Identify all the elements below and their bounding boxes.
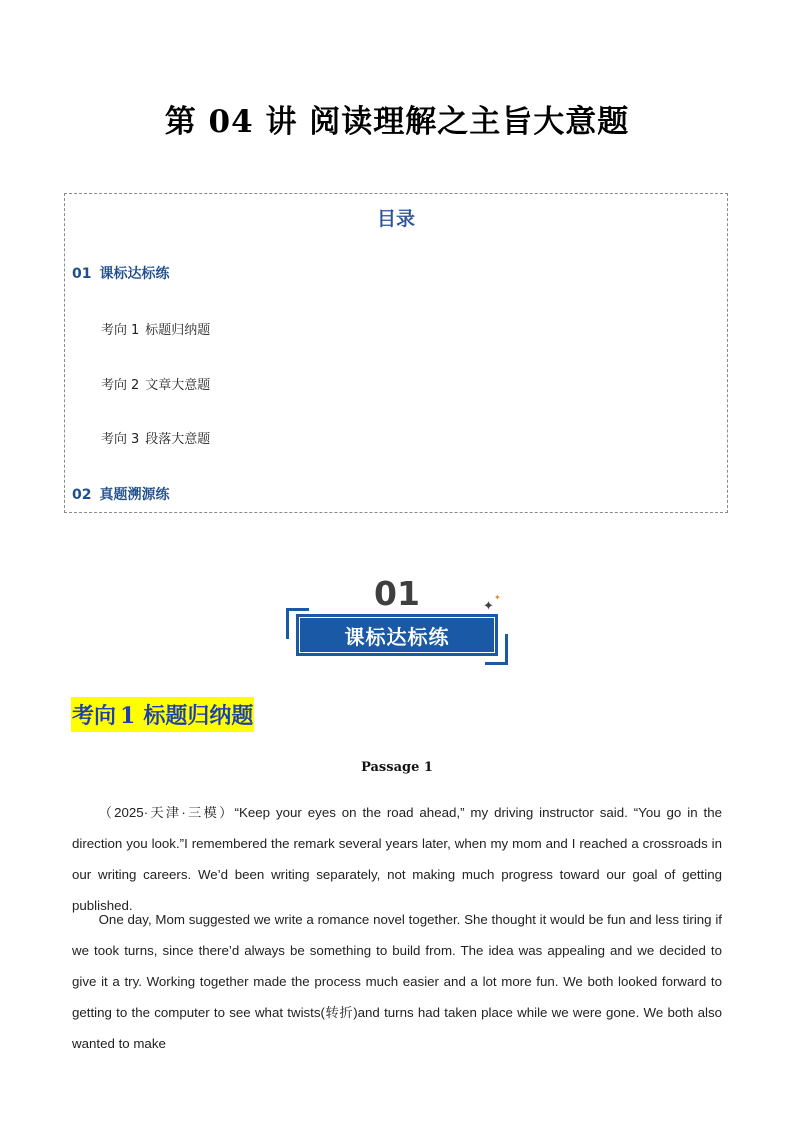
toc-item-number: 2	[131, 378, 140, 393]
toc-item-label: 文章大意题	[145, 378, 211, 393]
section-heading-label: 标题归纳题	[143, 703, 254, 729]
toc-section-label: 真题溯源练	[99, 487, 170, 503]
section-heading	[71, 697, 254, 732]
toc-item-label: 标题归纳题	[145, 323, 211, 338]
toc-item-prefix: 考向	[101, 432, 128, 447]
toc-item-2[interactable]	[101, 374, 210, 393]
toc-section-2[interactable]	[72, 484, 169, 504]
toc-heading: 目录	[376, 208, 415, 230]
section-heading-number: 1	[120, 703, 136, 729]
toc-item-3[interactable]	[101, 428, 210, 447]
toc-item-prefix: 考向	[101, 323, 128, 338]
banner-label: 课标达标练	[344, 624, 450, 649]
toc-item-label: 段落大意题	[145, 432, 211, 447]
toc-item-number: 3	[131, 432, 140, 447]
toc-item-1[interactable]	[101, 319, 210, 338]
section-heading-prefix: 考向	[72, 703, 117, 729]
banner-box	[296, 614, 498, 656]
toc-item-prefix: 考向	[101, 378, 128, 393]
toc-section-number: 01	[72, 266, 92, 282]
toc-section-1[interactable]	[72, 263, 169, 283]
toc-item-number: 1	[131, 323, 140, 338]
toc-section-number: 02	[72, 487, 92, 503]
table-of-contents	[64, 193, 728, 513]
page-title: 第 04 讲 阅读理解之主旨大意题	[164, 104, 630, 140]
banner-number: 01	[374, 574, 420, 613]
passage-paragraph: （2025·天津·三模）“Keep your eyes on the road ahead,” my driving instructor said. “You go in the direction you look.”I remembered the remark several years later, when my mom and I reached a crossroads in our writing careers. We’d been writing separately, not making much progress toward our goal of getting published.	[72, 805, 722, 913]
sparkle-small-icon: ✦	[494, 593, 501, 602]
sparkle-icon: ✦	[483, 599, 494, 614]
section-banner	[286, 572, 508, 664]
toc-section-label: 课标达标练	[99, 266, 170, 282]
passage-title: Passage 1	[361, 760, 433, 775]
passage-paragraph: One day, Mom suggested we write a romance novel together. She thought it would be fun and less tiring if we took turns, since there’d always be something to build from. The idea was appealing and we decided to give it a try. Working together made the process much easier and a lot more fun. We both looked forward to getting to the computer to see what twists(转折)and turns had taken place while we were gone. We both also wanted to make	[72, 912, 722, 1051]
